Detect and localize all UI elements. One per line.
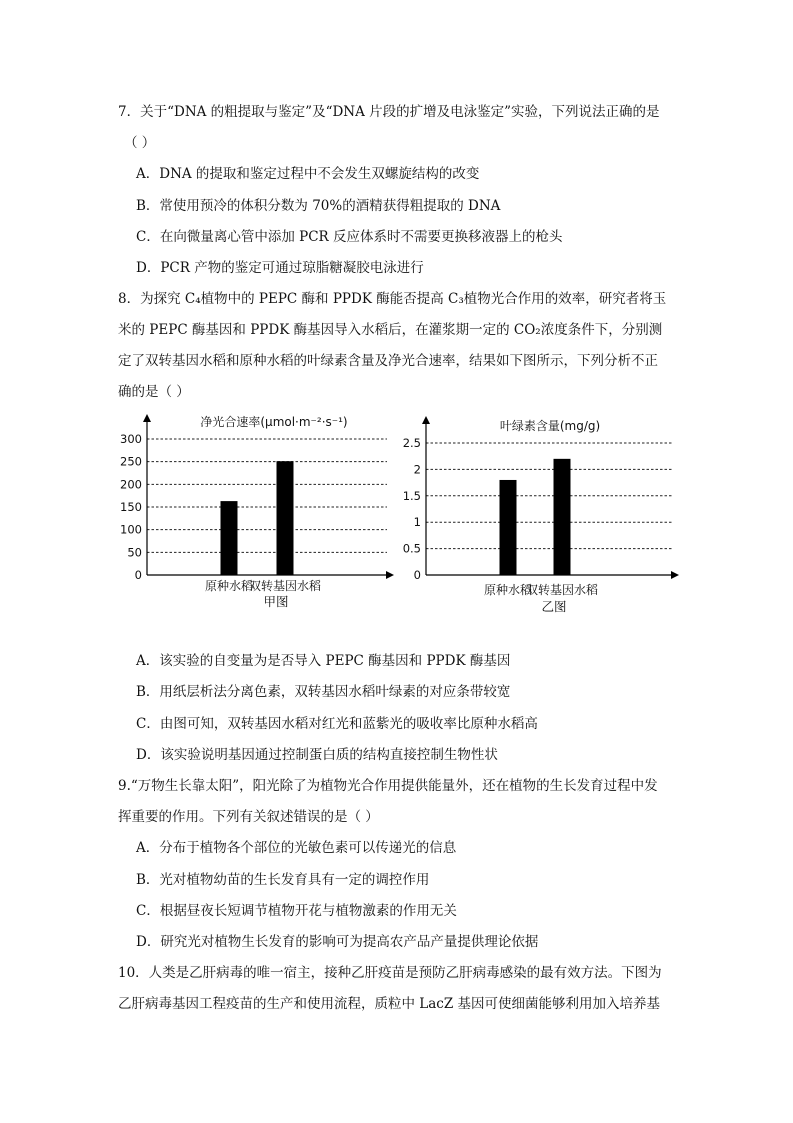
chart-1-x-axis-arrow [671,571,679,579]
q10-stem-line-2: 乙肝病毒基因工程疫苗的生产和使用流程，质粒中 LacZ 基因可使细菌能够利用加入培养基 [118,996,661,1012]
q9-option-b: B．光对植物幼苗的生长发育具有一定的调控作用 [136,872,430,888]
chart-1-ytick-label: 1.5 [402,488,421,503]
chart-1-caption: 乙图 [541,599,567,614]
q8-stem-line-3: 定了双转基因水稻和原种水稻的叶绿素含量及净光合速率，结果如下图所示，下列分析不正 [118,353,658,369]
q8-stem-line-2: 米的 PEPC 酶基因和 PPDK 酶基因导入水稻后，在灌浆期一定的 CO₂浓度条件下，分别测 [118,322,663,338]
q8-option-a: A．该实验的自变量为是否导入 PEPC 酶基因和 PPDK 酶基因 [136,653,511,669]
chart-1-ytick-label: 2 [413,462,421,477]
q8-stem-line-4: 确的是（ ） [118,384,190,400]
q10-stem-line-1: 10．人类是乙肝病毒的唯一宿主，接种乙肝疫苗是预防乙肝病毒感染的最有效方法。下图为 [118,965,662,981]
chart-0-category-label: 原种水稻 [204,579,254,593]
chart-0-bar [277,461,294,575]
chart-0-y-axis-arrow [143,414,151,422]
chart-1-ytick-label: 0 [413,568,421,582]
chart-net-photosynthesis [112,408,394,616]
q7-option-a: A．DNA 的提取和鉴定过程中不会发生双螺旋结构的改变 [136,166,480,182]
chart-1-y-axis-arrow [422,416,430,424]
chart-1-ytick-label: 1 [413,515,421,530]
chart-0-ytick-label: 150 [120,500,142,514]
chart-1-ytick-label: 0.5 [402,541,421,556]
q7-option-d: D．PCR 产物的鉴定可通过琼脂糖凝胶电泳进行 [136,260,424,276]
chart-0-ytick-label: 300 [120,432,142,446]
chart-1-ytick-label: 2.5 [402,436,421,450]
q7-paren: （ ） [124,135,156,151]
q9-option-a: A．分布于植物各个部位的光敏色素可以传递光的信息 [136,840,457,856]
chart-1-category-label: 双转基因水稻 [525,583,599,597]
chart-0-caption: 甲图 [263,594,289,609]
chart-1-bar [554,459,571,575]
chart-0-ytick-label: 0 [134,568,142,582]
q8-option-d: D．该实验说明基因通过控制蛋白质的结构直接控制生物性状 [136,747,498,763]
q8-option-c: C．由图可知，双转基因水稻对红光和蓝紫光的吸收率比原种水稻高 [136,716,538,732]
q8-stem-line-1: 8．为探究 C₄植物中的 PEPC 酶和 PPDK 酶能否提高 C₃植物光合作用的效率，研究者将玉 [118,291,667,307]
chart-0-ytick-label: 200 [120,477,142,492]
q9-stem-line-1: 9.“万物生长靠太阳”，阳光除了为植物光合作用提供能量外，还在植物的生长发育过程中发 [118,778,658,794]
chart-0-ytick-label: 250 [120,454,142,469]
chart-0-title: 净光合速率(μmol·m⁻²·s⁻¹) [200,415,348,429]
q9-option-d: D．研究光对植物生长发育的影响可为提高农产品产量提供理论依据 [136,934,539,950]
chart-1-category-label: 原种水稻 [483,583,533,597]
q8-option-b: B．用纸层析法分离色素，双转基因水稻叶绿素的对应条带较宽 [136,684,511,700]
chart-0-category-label: 双转基因水稻 [248,579,322,593]
q7-option-b: B．常使用预冷的体积分数为 70%的酒精获得粗提取的 DNA [136,198,501,214]
chart-0-ytick-label: 100 [120,522,142,537]
chart-0-ytick-label: 50 [127,545,142,560]
q7-stem: 7．关于“DNA 的粗提取与鉴定”及“DNA 片段的扩增及电泳鉴定”实验，下列说法正确的是 [118,104,660,120]
chart-0-x-axis-arrow [386,571,394,579]
chart-1-bar [500,480,517,575]
chart-0-bar [221,501,238,575]
q7-option-c: C．在向微量离心管中添加 PCR 反应体系时不需要更换移液器上的枪头 [136,229,563,245]
chart-chlorophyll-content [395,408,683,616]
chart-1-title: 叶绿素含量(mg/g) [499,419,601,433]
q9-option-c: C．根据昼夜长短调节植物开花与植物激素的作用无关 [136,903,457,919]
q9-stem-line-2: 挥重要的作用。下列有关叙述错误的是（ ） [118,809,379,825]
